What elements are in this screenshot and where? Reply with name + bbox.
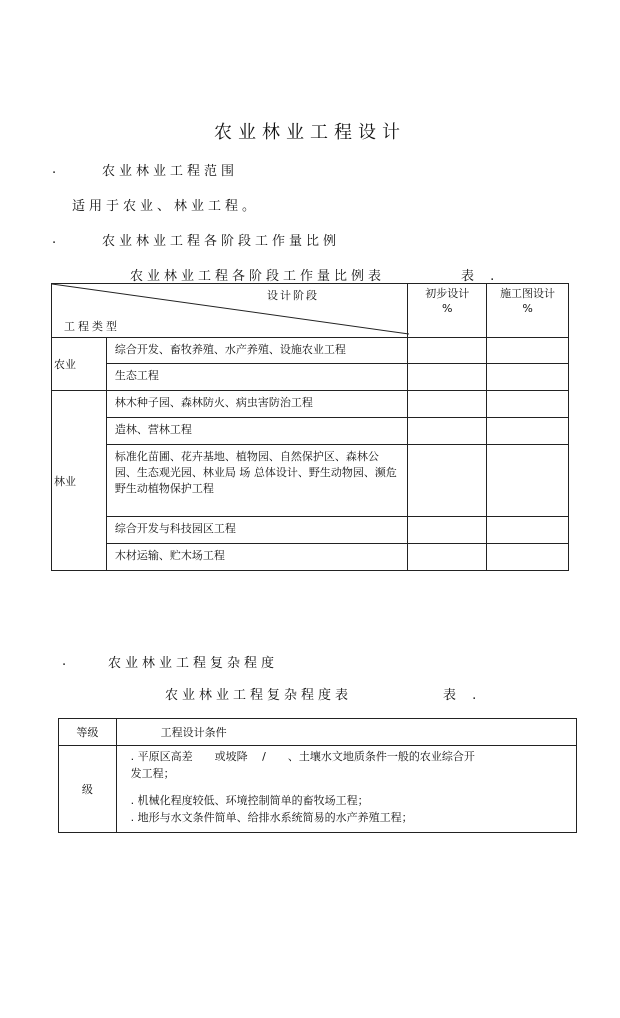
complexity-table: [58, 718, 577, 833]
preliminary-value-cell: [408, 338, 487, 364]
grade-header: 等级: [59, 719, 117, 746]
document-title: 农业林业工程设计: [214, 122, 406, 143]
table2-caption: 农业林业工程复杂程度表: [165, 688, 353, 703]
workload-ratio-table: [51, 283, 569, 571]
conditions-cell: [116, 746, 576, 833]
table-row: [52, 338, 569, 364]
section-3-heading: 农业林业工程复杂程度: [108, 656, 279, 671]
condition-line: 发工程；: [130, 767, 175, 780]
table1-diagonal-header-cell: [52, 284, 408, 338]
construction-value-cell: [487, 391, 569, 418]
table-row: [52, 517, 569, 544]
table2-header-row: [59, 719, 577, 746]
condition-line: . 地形与水文条件简单、给排水系统简易的水产养殖工程；: [130, 811, 413, 824]
section-2-heading: 农业林业工程各阶段工作量比例: [102, 234, 341, 249]
table-row: [52, 445, 569, 517]
project-type-item: 木材运输、贮木场工程: [106, 544, 407, 571]
project-type-item: 综合开发与科技园区工程: [106, 517, 407, 544]
construction-value-cell: [487, 517, 569, 544]
table1-header-row: [52, 284, 569, 338]
section-1-heading: 农业林业工程范围: [102, 164, 239, 179]
construction-drawing-header: 施工图设计 %: [487, 284, 569, 338]
category-forestry: 林业: [52, 391, 107, 571]
table-row: [59, 746, 577, 833]
project-type-item: 林木种子园、森林防火、病虫害防治工程: [106, 391, 407, 418]
conditions-header: 工程设计条件: [116, 719, 576, 746]
preliminary-value-cell: [408, 391, 487, 418]
table1-caption-suffix: 表 .: [461, 269, 501, 284]
preliminary-value-cell: [408, 544, 487, 571]
condition-line: . 平原区高差 或坡降 / 、土壤水文地质条件一般的农业综合开: [130, 750, 475, 763]
preliminary-value-cell: [408, 418, 487, 445]
grade-cell: 级: [59, 746, 117, 833]
section-1-bullet: .: [52, 162, 57, 177]
project-type-label: 工程类型: [64, 320, 120, 333]
table-row: [52, 544, 569, 571]
table-row: [52, 418, 569, 445]
project-type-item: 综合开发、畜牧养殖、水产养殖、设施农业工程: [106, 338, 407, 364]
condition-line: . 机械化程度较低、环境控制简单的畜牧场工程；: [130, 794, 369, 807]
table2-caption-suffix: 表 .: [443, 688, 483, 703]
construction-value-cell: [487, 544, 569, 571]
project-type-item: 标准化苗圃、花卉基地、植物园、自然保护区、森林公园、生态观光园、林业局 场 总体设计、野生动物园、濒危野生动植物保护工程: [106, 445, 407, 517]
table-row: [52, 391, 569, 418]
table-row: [52, 364, 569, 391]
preliminary-design-header: 初步设计 %: [408, 284, 487, 338]
scope-text: 适用于农业、林业工程。: [72, 199, 260, 214]
preliminary-value-cell: [408, 445, 487, 517]
construction-value-cell: [487, 364, 569, 391]
preliminary-value-cell: [408, 517, 487, 544]
category-agriculture: 农业: [52, 338, 107, 391]
project-type-item: 生态工程: [106, 364, 407, 391]
construction-value-cell: [487, 418, 569, 445]
preliminary-value-cell: [408, 364, 487, 391]
construction-value-cell: [487, 445, 569, 517]
design-stage-label: 设计阶段: [267, 289, 319, 302]
section-2-bullet: .: [52, 232, 57, 247]
table1-caption: 农业林业工程各阶段工作量比例表: [130, 269, 386, 284]
project-type-item: 造林、营林工程: [106, 418, 407, 445]
construction-value-cell: [487, 338, 569, 364]
section-3-bullet: .: [62, 654, 67, 669]
